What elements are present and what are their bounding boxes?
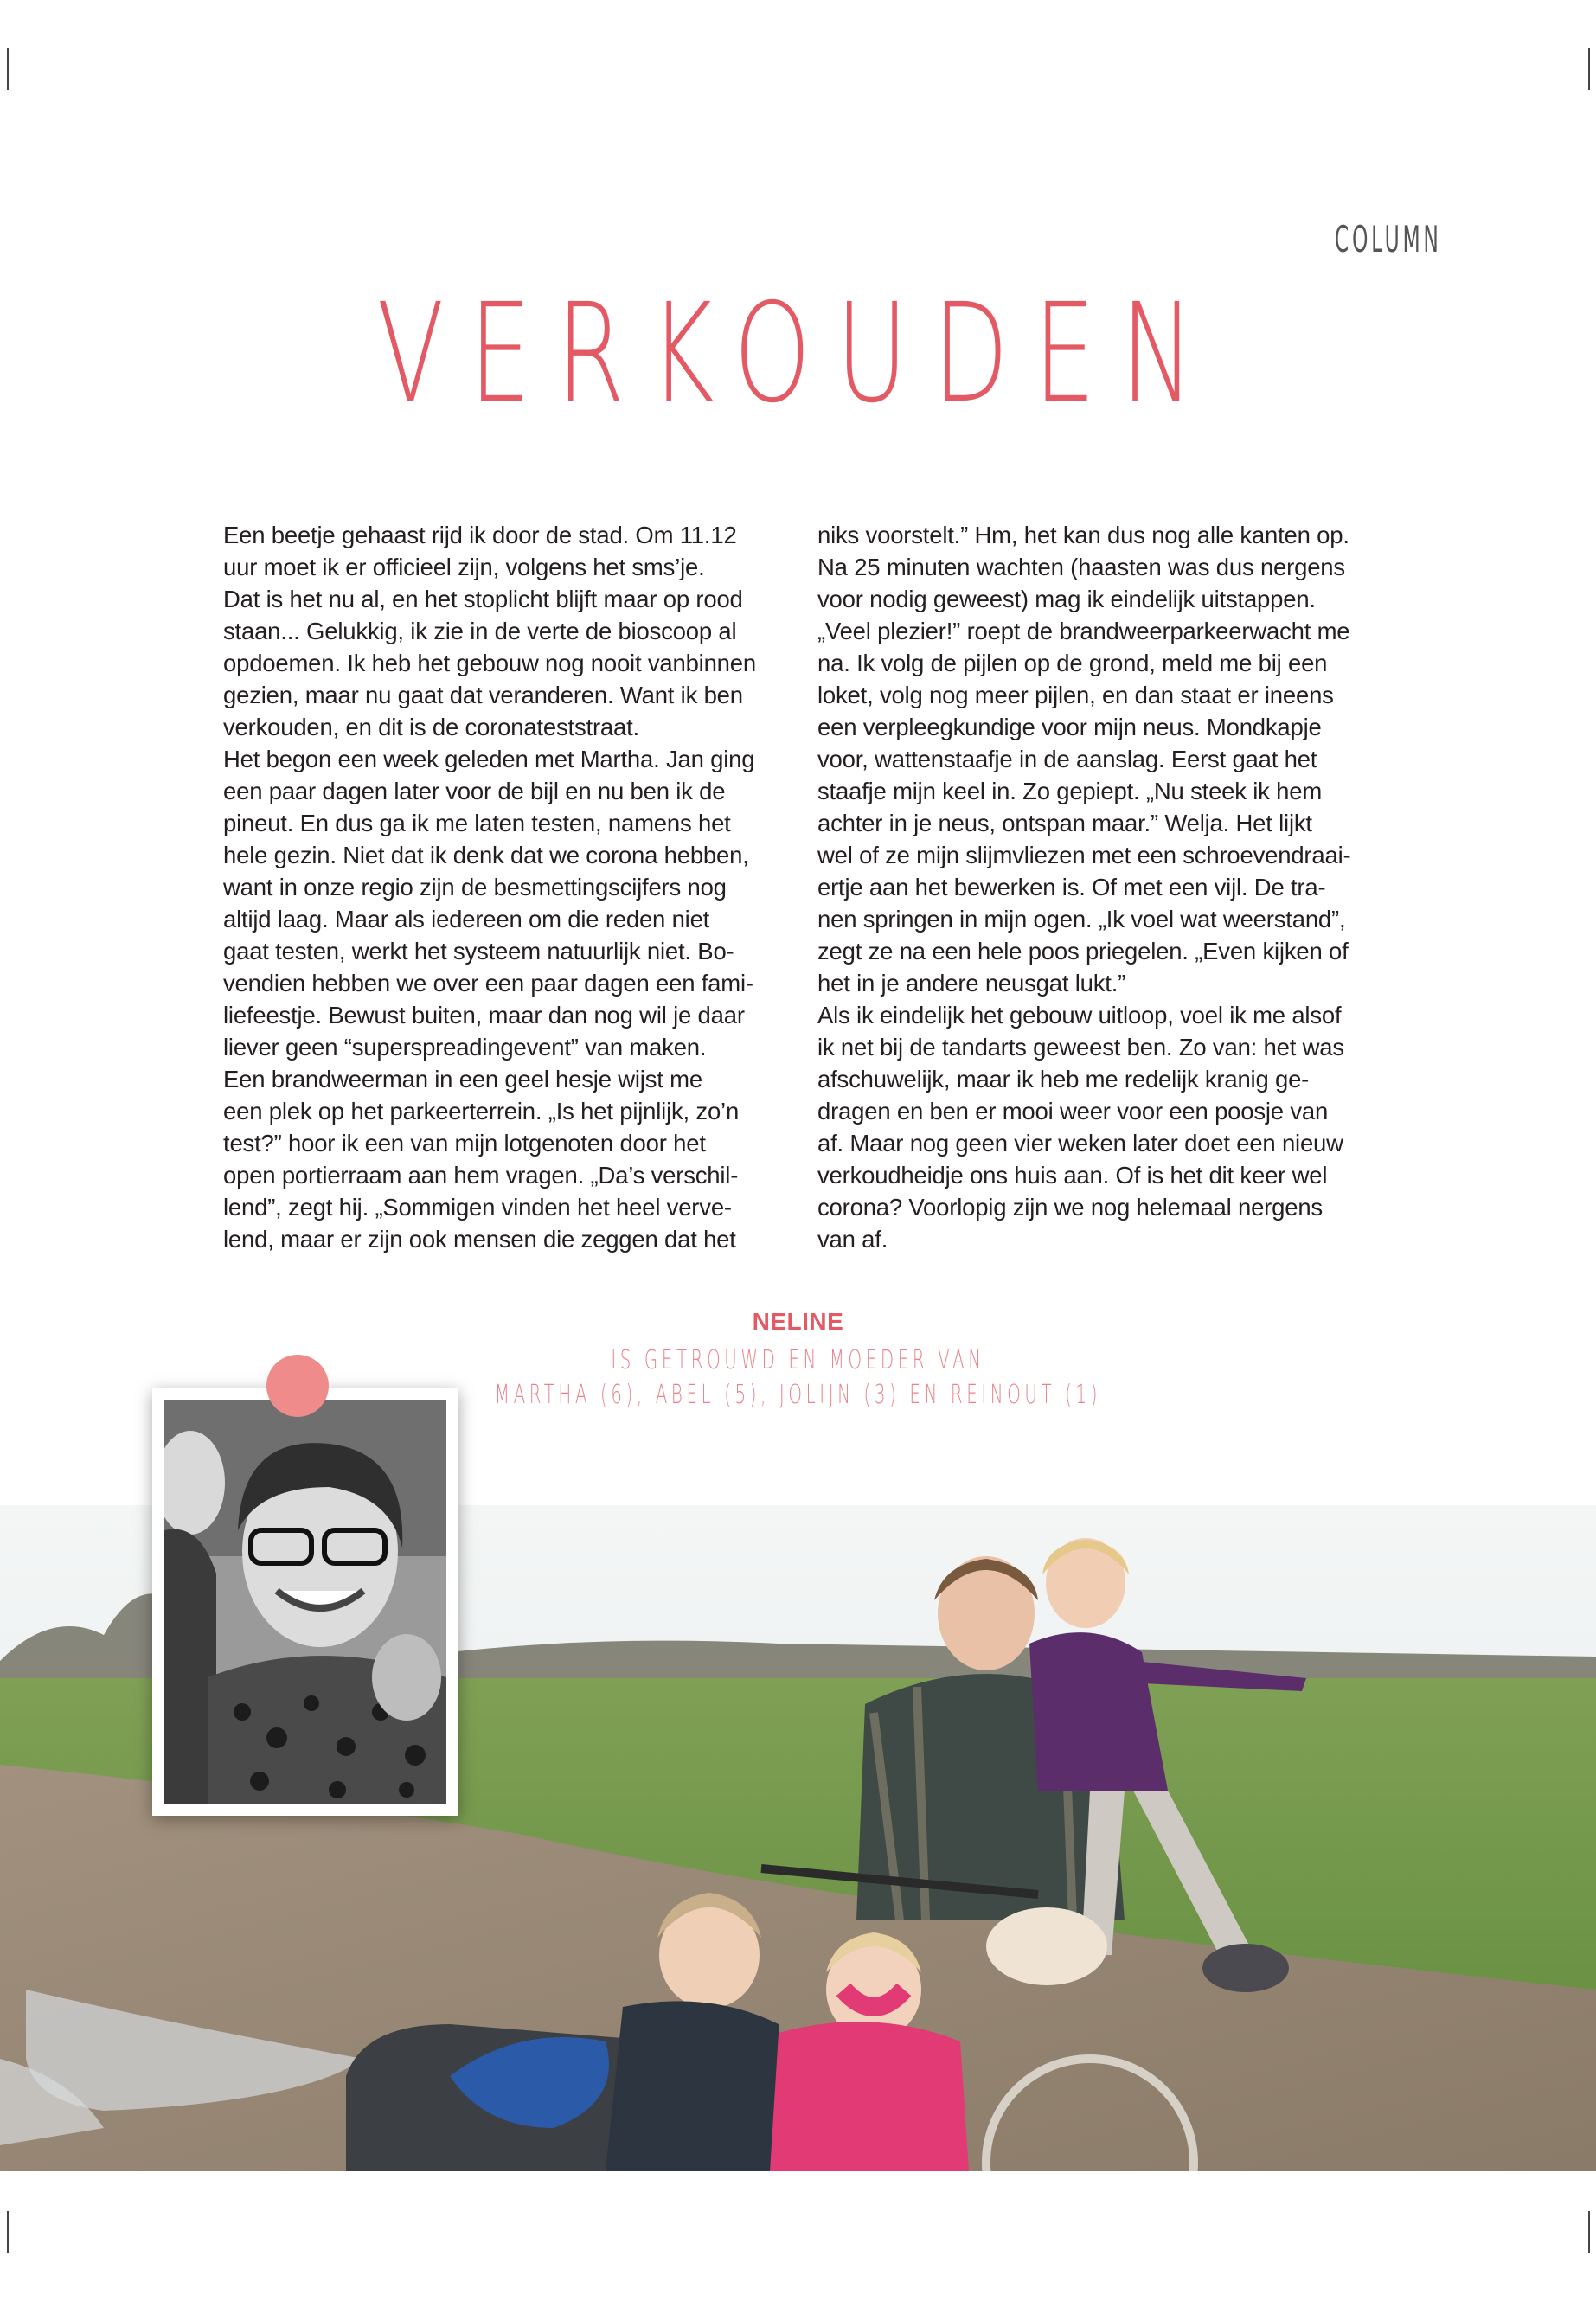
article-line: corona? Voorlopig zijn we nog helemaal nergens (817, 1194, 1323, 1221)
article-title: VERKOUDEN (376, 274, 1220, 433)
crop-mark-top-right (1588, 48, 1590, 90)
article-line: Dat is het nu al, en het stoplicht blijft maar op rood (223, 586, 743, 612)
author-portrait-frame (152, 1388, 458, 1816)
pushpin-dot (266, 1355, 329, 1417)
crop-mark-bottom-right (1588, 2211, 1590, 2253)
article-line: „Veel plezier!” roept de brandweerparkeerwacht me (817, 618, 1350, 644)
article-line: een verpleegkundige voor mijn neus. Mondkapje (817, 714, 1322, 740)
article-line: open portierraam aan hem vragen. „Da’s verschil- (223, 1162, 739, 1189)
article-line: uur moet ik er officieel zijn, volgens het sms’je. (223, 554, 705, 580)
crop-mark-bottom-left (7, 2211, 9, 2253)
article-line: Een beetje gehaast rijd ik door de stad. Om 11.12 (223, 522, 737, 548)
article-line: voor, wattenstaafje in de aanslag. Eerst gaat het (817, 746, 1317, 772)
article-line: afschuwelijk, maar ik heb me redelijk kranig ge- (817, 1066, 1310, 1093)
article-column-left (223, 519, 829, 1255)
crop-mark-top-left (7, 48, 9, 90)
article-line: een plek op het parkeerterrein. „Is het pijnlijk, zo’n (223, 1098, 740, 1125)
article-line: lend”, zegt hij. „Sommigen vinden het heel verve- (223, 1194, 732, 1221)
article-line: dragen en ben er mooi weer voor een poosje van (817, 1098, 1329, 1125)
article-line: staafje mijn keel in. Zo gepiept. „Nu steek ik hem (817, 778, 1323, 804)
article-line: vendien hebben we over een paar dagen een fami- (223, 970, 753, 997)
article-line: wel of ze mijn slijmvliezen met een schroevendraai- (817, 842, 1351, 868)
article-line: verkouden, en dit is de coronateststraat. (223, 714, 639, 740)
author-bio-line-2: MARTHA (6), ABEL (5), JOLIJN (3) EN REINOUT (1) (494, 1380, 1102, 1410)
article-line: ertje aan het bewerken is. Of met een vijl. De tra- (817, 874, 1326, 901)
article-line: ik net bij de tandarts geweest ben. Zo van: het was (817, 1034, 1344, 1061)
article-line: het in je andere neusgat lukt.” (817, 970, 1126, 997)
article-line: af. Maar nog geen vier weken later doet een nieuw (817, 1130, 1343, 1157)
article-line: Een brandweerman in een geel hesje wijst me (223, 1066, 702, 1093)
section-label: COLUMN (1335, 218, 1442, 260)
article-line: achter in je neus, ontspan maar.” Welja. Het lijkt (817, 810, 1312, 836)
article-line: liever geen “superspreadingevent” van maken. (223, 1034, 707, 1061)
article-line: liefeestje. Bewust buiten, maar dan nog wil je daar (223, 1002, 745, 1029)
article-line: verkoudheidje ons huis aan. Of is het dit keer wel (817, 1162, 1328, 1189)
article-line: Als ik eindelijk het gebouw uitloop, voel ik me alsof (817, 1002, 1342, 1029)
article-column-right (817, 519, 1423, 1255)
article-line: opdoemen. Ik heb het gebouw nog nooit vanbinnen (223, 650, 756, 676)
article-line: hele gezin. Niet dat ik denk dat we corona hebben, (223, 842, 749, 868)
article-line: voor nodig geweest) mag ik eindelijk uitstappen. (817, 586, 1316, 612)
article-line: van af. (817, 1226, 888, 1253)
article-line: nen springen in mijn ogen. „Ik voel wat weerstand”, (817, 906, 1346, 933)
article-line: staan... Gelukkig, ik zie in de verte de bioscoop al (223, 618, 737, 644)
article-line: gezien, maar nu gaat dat veranderen. Want ik ben (223, 682, 743, 708)
article-line: zegt ze na een hele poos priegelen. „Even kijken of (817, 938, 1349, 965)
article-line: niks voorstelt.” Hm, het kan dus nog alle kanten op. (817, 522, 1349, 548)
article-line: pineut. En dus ga ik me laten testen, namens het (223, 810, 731, 836)
author-portrait-photo (164, 1400, 446, 1804)
article-line: Na 25 minuten wachten (haasten was dus nergens (817, 554, 1345, 580)
author-name: NELINE (752, 1308, 844, 1335)
article-line: na. Ik volg de pijlen op de grond, meld me bij een (817, 650, 1328, 676)
author-bio-line-1: IS GETROUWD EN MOEDER VAN (611, 1345, 985, 1375)
article-line: loket, volg nog meer pijlen, en dan staat er ineens (817, 682, 1334, 708)
article-line: een paar dagen later voor de bijl en nu ben ik de (223, 778, 726, 804)
article-line: Het begon een week geleden met Martha. Jan ging (223, 746, 755, 772)
article-line: lend, maar er zijn ook mensen die zeggen dat het (223, 1226, 736, 1253)
article-line: gaat testen, werkt het systeem natuurlijk niet. Bo- (223, 938, 734, 965)
article-line: test?” hoor ik een van mijn lotgenoten door het (223, 1130, 706, 1157)
article-line: altijd laag. Maar als iedereen om die reden niet (223, 906, 710, 933)
article-line: want in onze regio zijn de besmettingscijfers nog (223, 874, 727, 901)
